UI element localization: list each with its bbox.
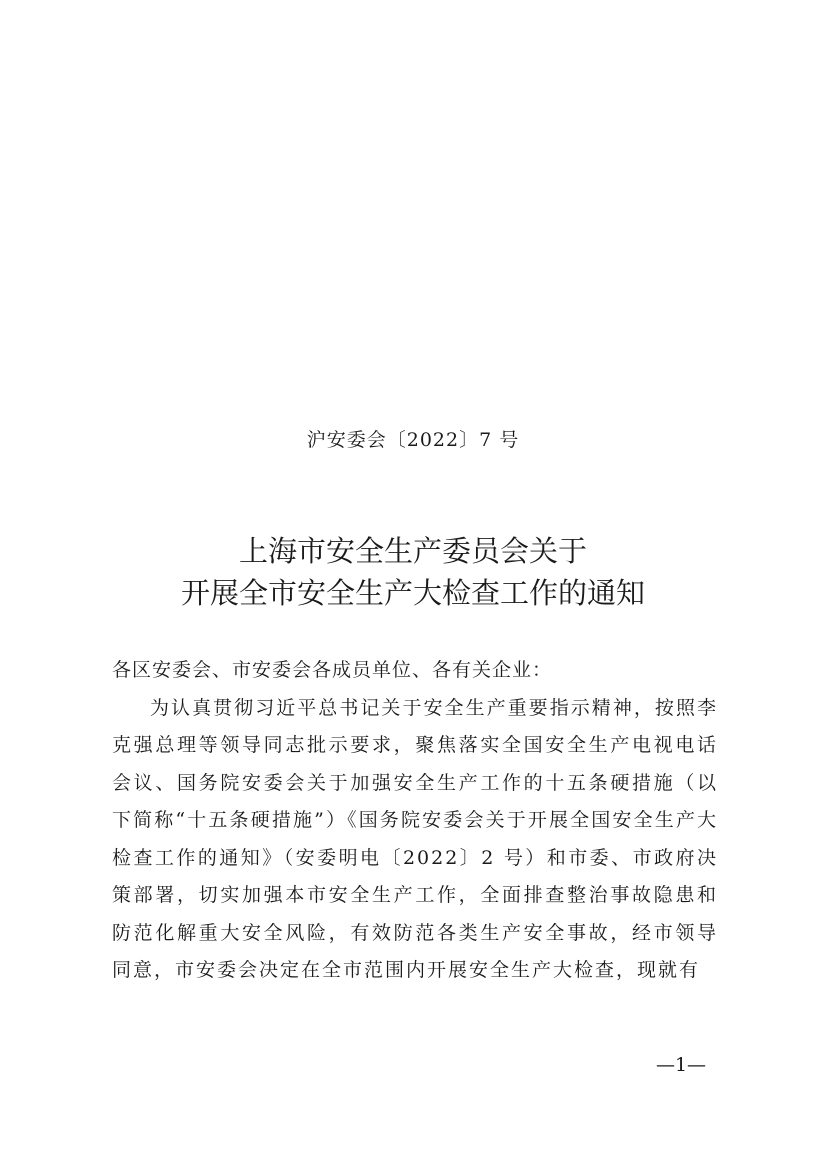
title-line-2: 开展全市安全生产大检查工作的通知 <box>180 576 645 610</box>
salutation: 各区安委会、市安委会各成员单位、各有关企业： <box>112 659 553 681</box>
document-body <box>112 652 718 990</box>
page-number: —1— <box>655 1054 707 1076</box>
title-line-1: 上海市安全生产委员会关于 <box>238 534 587 568</box>
document-number: 沪安委会〔2022〕7 号 <box>306 429 520 451</box>
body-paragraph: 为认真贯彻习近平总书记关于安全生产重要指示精神，按照李克强总理等领导同志批示要求，聚焦落实全国安全生产电视电话会议、国务院安委会关于加强安全生产工作的十五条硬措施（以下简称“十五条硬措施”）《国务院安委会关于开展全国安全生产大检查工作的通知》（安委明电〔2022〕2 号）和市委、市政府决策部署，切实加强本市安全生产工作，全面排查整治事故隐患和防范化解重大安全风险，有效防范各类生产安全事故，经市领导同意，市安委会决定在全市范围内开展安全生产大检查，现就有 <box>112 696 718 981</box>
document-title <box>0 530 826 614</box>
